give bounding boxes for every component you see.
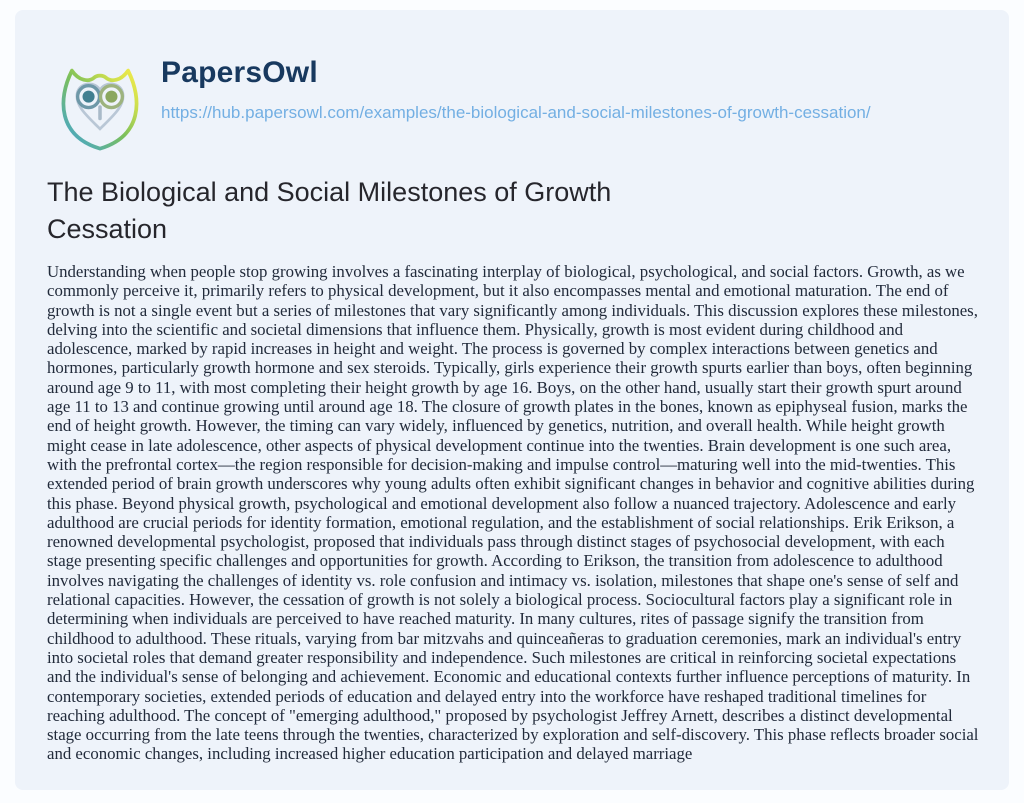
page-url-link[interactable]: https://hub.papersowl.com/examples/the-biological-and-social-milestones-of-growth-cessation/ — [161, 103, 871, 122]
document-card — [15, 10, 1009, 790]
header — [47, 54, 979, 158]
brand-name: PapersOwl — [161, 56, 318, 89]
brand-block — [161, 54, 871, 124]
article-body-text: Understanding when people stop growing involves a fascinating interplay of biological, psychological, and social factors. Growth, as we commonly perceive it, primarily refers to physical development, but it also encompasses mental and emotional maturation. The end of growth is not a single event but a series of milestones that vary significantly among individuals. This discussion explores these milestones, delving into the scientific and societal dimensions that influence them. Physically, growth is most evident during childhood and adolescence, marked by rapid increases in height and weight. The process is governed by complex interactions between genetics and hormones, particularly growth hormone and sex steroids. Typically, girls experience their growth spurts earlier than boys, often beginning around age 9 to 11, with most completing their height growth by age 16. Boys, on the other hand, usually start their growth spurt around age 11 to 13 and continue growing until around age 18. The closure of growth plates in the bones, known as epiphyseal fusion, marks the end of height growth. However, the timing can vary widely, influenced by genetics, nutrition, and overall health. While height growth might cease in late adolescence, other aspects of physical development continue into the twenties. Brain development is one such area, with the prefrontal cortex—the region responsible for decision-making and impulse control—maturing well into the mid-twenties. This extended period of brain growth underscores why young adults often exhibit significant changes in behavior and cognitive abilities during this phase. Beyond physical growth, psychological and emotional development also follow a nuanced trajectory. Adolescence and early adulthood are crucial periods for identity formation, emotional regulation, and the establishment of social relationships. Erik Erikson, a renowned developmental psychologist, proposed that individuals pass through distinct stages of psychosocial development, with each stage presenting specific challenges and opportunities for growth. According to Erikson, the transition from adolescence to adulthood involves navigating the challenges of identity vs. role confusion and intimacy vs. isolation, milestones that shape one's sense of self and relational capacities. However, the cessation of growth is not solely a biological process. Sociocultural factors play a significant role in determining when individuals are perceived to have reached maturity. In many cultures, rites of passage signify the transition from childhood to adulthood. These rituals, varying from bar mitzvahs and quinceañeras to graduation ceremonies, mark an individual's entry into societal roles that demand greater responsibility and independence. Such milestones are critical in reinforcing societal expectations and the individual's sense of belonging and achievement. Economic and educational contexts further influence perceptions of maturity. In contemporary societies, extended periods of education and delayed entry into the workforce have reshaped traditional timelines for reaching adulthood. The concept of "emerging adulthood," proposed by psychologist Jeffrey Arnett, describes a distinct developmental stage occurring from the late teens through the twenties, characterized by exploration and self-discovery. This phase reflects broader social and economic changes, including increased higher education participation and delayed marriage — [47, 262, 979, 764]
papersowl-owl-logo-icon — [47, 54, 153, 158]
article-title: The Biological and Social Milestones of Growth Cessation — [47, 177, 612, 244]
